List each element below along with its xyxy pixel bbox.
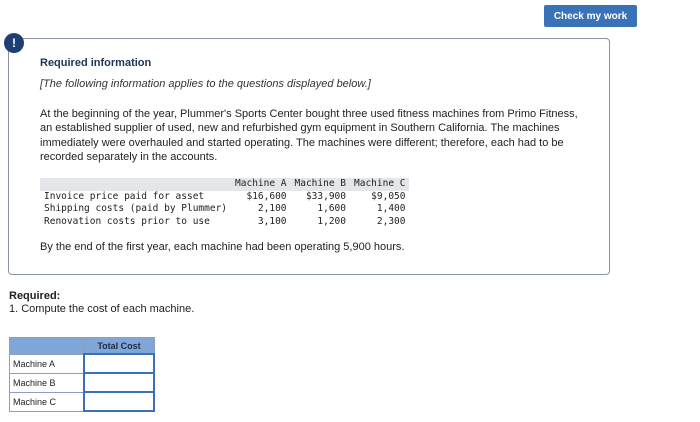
machine-cost-table: [40, 178, 409, 228]
panel-note: [The following information applies to the questions displayed below.]: [40, 78, 371, 90]
question-text: 1. Compute the cost of each machine.: [9, 303, 195, 315]
required-label: Required:: [9, 290, 61, 302]
alert-icon: !: [4, 33, 24, 53]
cell: 2,300: [376, 215, 406, 227]
table-row: [40, 203, 409, 216]
column-header: Machine B: [291, 178, 350, 191]
panel-title: Required information: [40, 57, 152, 69]
row-label: Machine A: [10, 354, 85, 373]
machine-c-cost-input[interactable]: [85, 393, 153, 410]
answer-table: [9, 337, 155, 412]
row-label: Shipping costs (paid by Plummer): [44, 203, 228, 214]
row-label: Renovation costs prior to use: [44, 215, 210, 227]
answer-header-row: [10, 338, 155, 355]
cell: 2,100: [257, 203, 287, 214]
cell: 3,100: [257, 215, 287, 227]
check-my-work-button[interactable]: Check my work: [544, 5, 637, 27]
hours-text: By the end of the first year, each machine had been operating 5,900 hours.: [40, 241, 405, 253]
table-row: [40, 216, 409, 229]
column-header: Machine A: [231, 178, 290, 191]
cell: 1,400: [376, 203, 406, 214]
column-header: Machine C: [350, 178, 409, 191]
cell: $33,900: [305, 190, 346, 202]
row-label: Invoice price paid for asset: [44, 190, 205, 202]
table-row: [40, 191, 409, 204]
cell: 1,200: [317, 215, 346, 227]
cell: $16,600: [246, 190, 287, 202]
row-label: Machine B: [10, 373, 85, 392]
cell: $9,050: [371, 190, 406, 202]
required-information-panel: [8, 38, 610, 275]
answer-row: [10, 354, 155, 373]
cell: 1,600: [317, 203, 346, 214]
answer-row: [10, 392, 155, 411]
table-header-row: [40, 178, 409, 191]
answer-row: [10, 373, 155, 392]
machine-b-cost-input[interactable]: [85, 374, 153, 391]
row-label: Machine C: [10, 392, 85, 411]
problem-text: At the beginning of the year, Plummer's Sports Center bought three used fitness machines from Primo Fitness, an established supplier of used, new and refurbished gym equipment in Southern California. The machines immediately were overhauled and started operating. The machines were different; therefore, each had to be recorded separately in the accounts.: [40, 108, 578, 163]
column-header: Total Cost: [84, 338, 154, 355]
machine-a-cost-input[interactable]: [85, 355, 153, 372]
